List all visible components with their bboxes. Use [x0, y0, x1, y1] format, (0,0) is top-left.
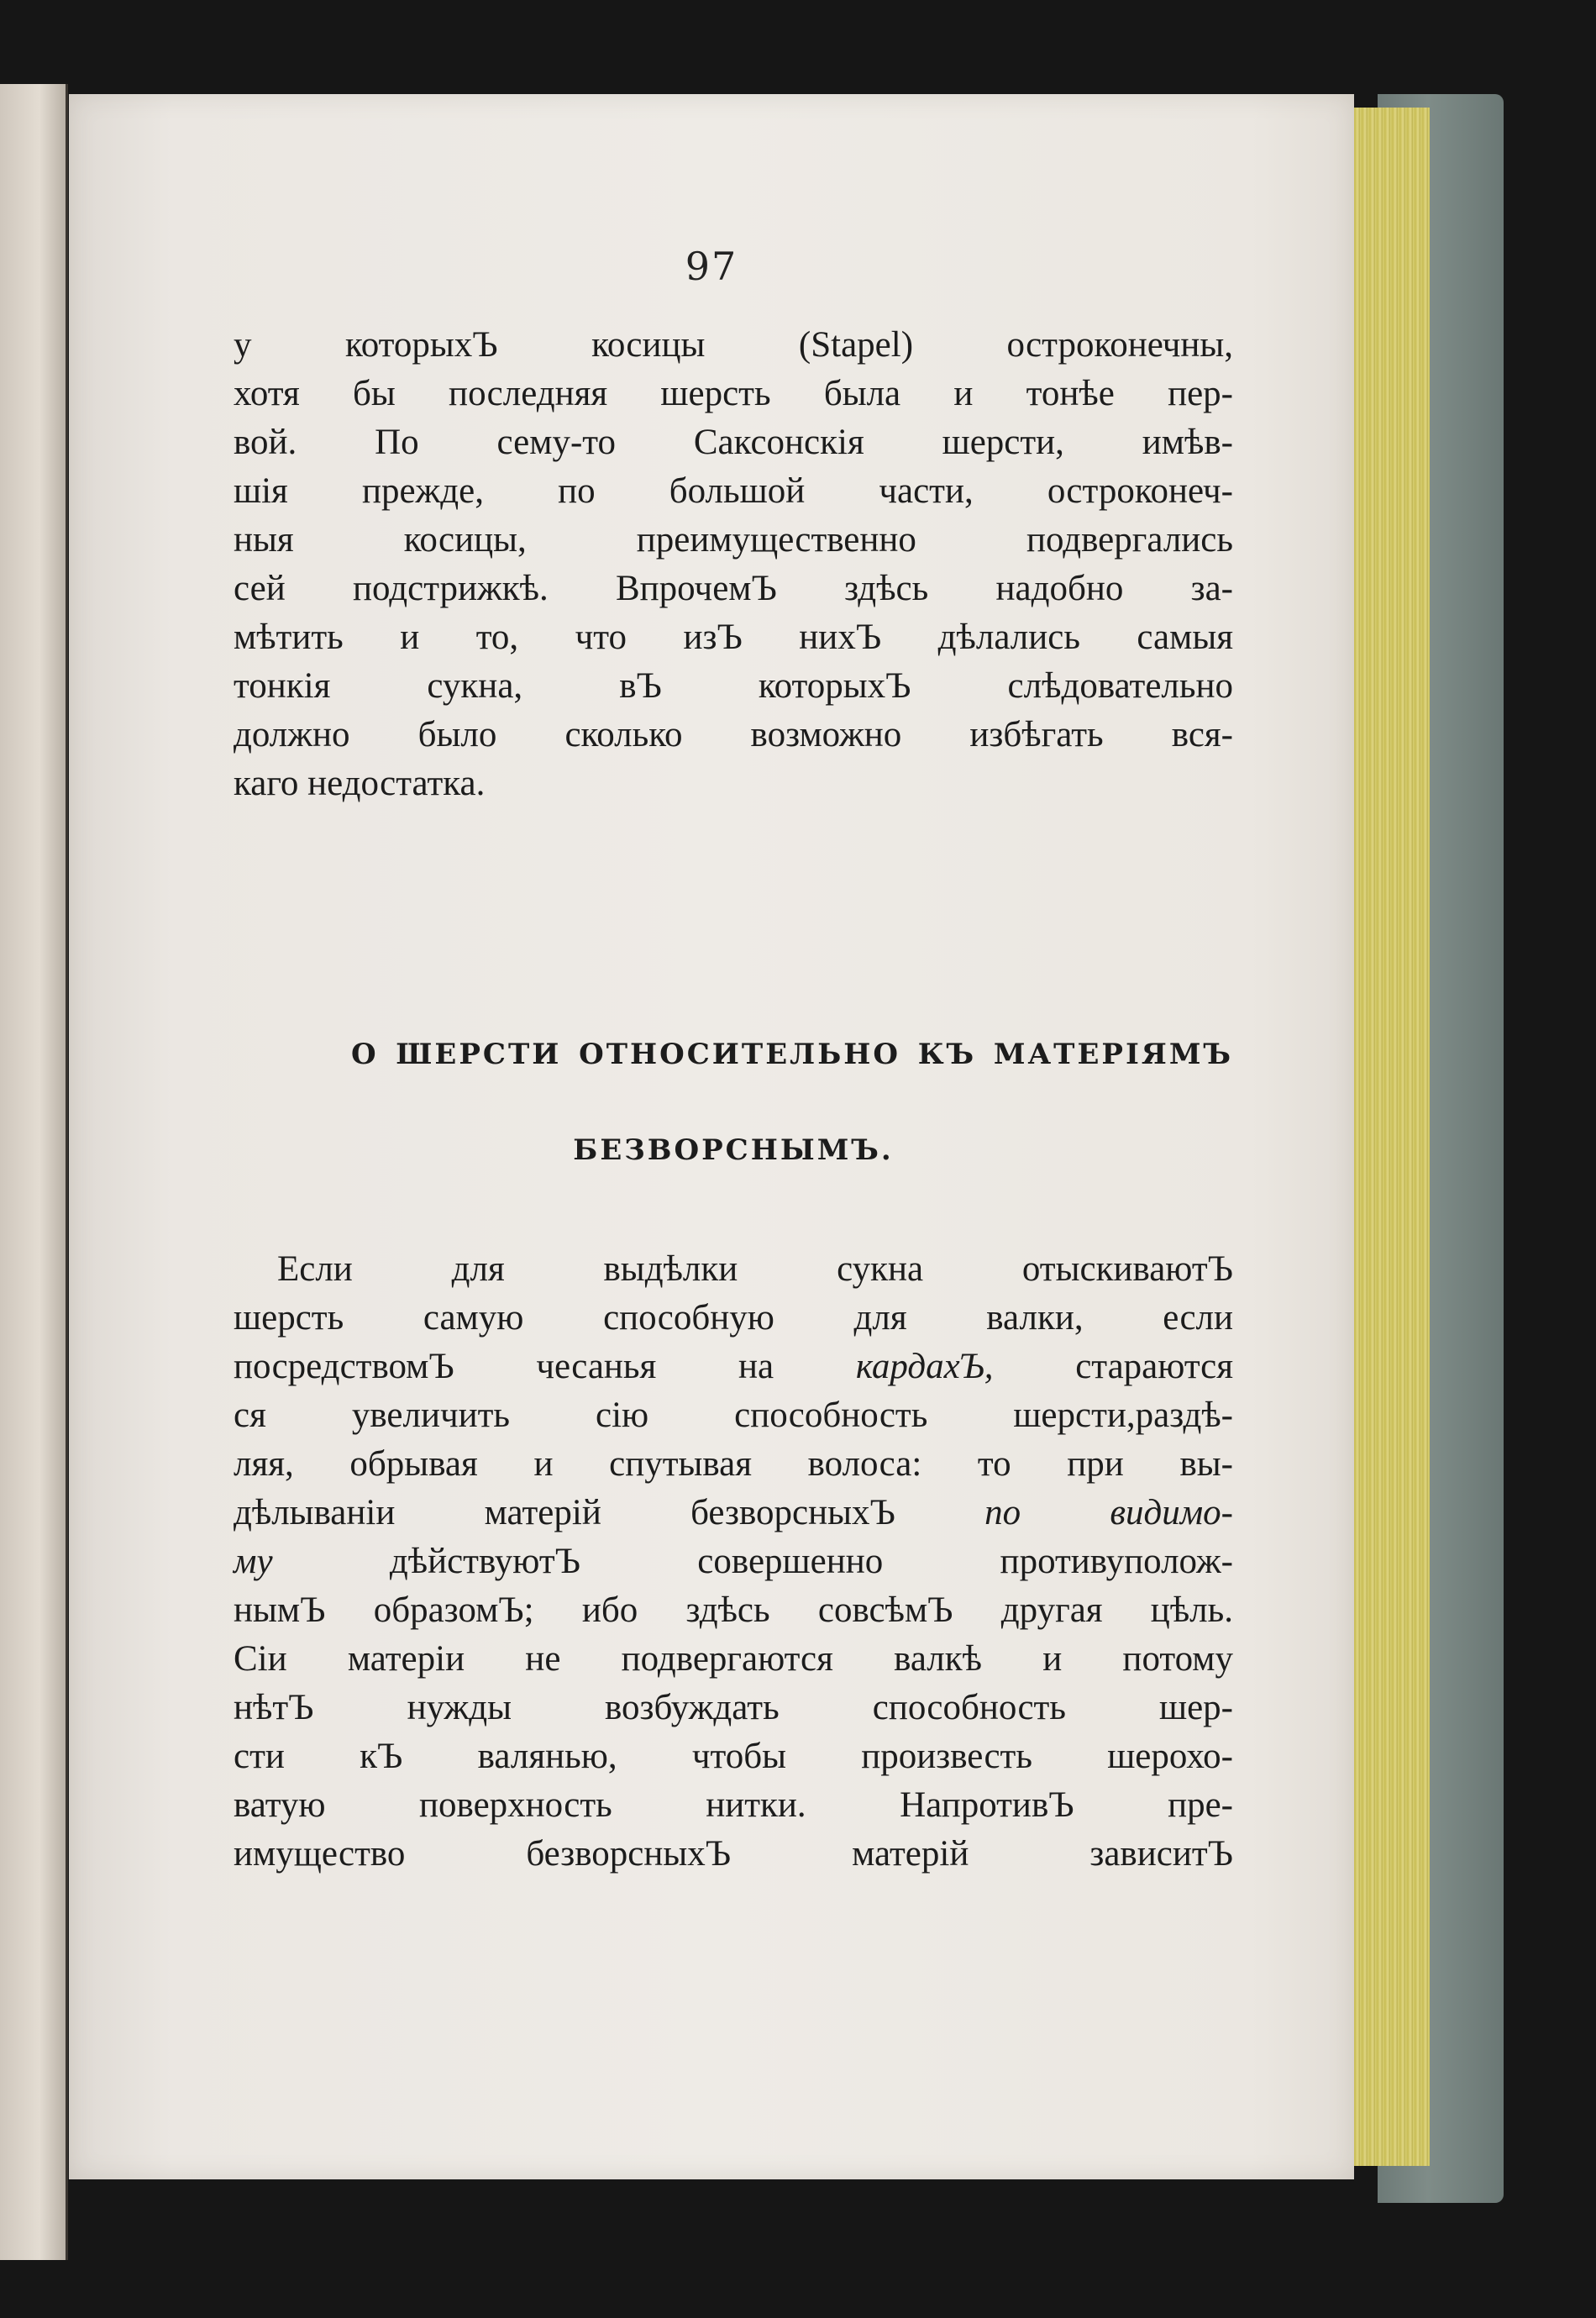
text-line: должно было сколько возможно избѣгать вся- [234, 715, 1233, 754]
italic-term: му [234, 1542, 273, 1581]
text-line: тонкія сукна, вЪ которыхЪ слѣдовательно [234, 666, 1233, 706]
italic-term: по видимо- [984, 1493, 1233, 1532]
text-line: сей подстрижкѣ. ВпрочемЪ здѣсь надобно за- [234, 569, 1233, 608]
gilt-page-edges [1351, 108, 1430, 2166]
text-line: нымЪ образомЪ; ибо здѣсь совсѣмЪ другая цѣль. [234, 1590, 1233, 1630]
text-line: хотя бы последняя шерсть была и тонѣе пер- [234, 374, 1233, 413]
text-line: ляя, обрывая и спутывая волоса: то при вы- [234, 1444, 1233, 1484]
previous-page-edge [0, 84, 68, 2260]
text-line: шія прежде, по большой части, остроконеч- [234, 471, 1233, 511]
text-line: у которыхЪ косицы (Stapel) остроконечны, [234, 325, 1233, 365]
text-line: нѣтЪ нужды возбуждать способность шер- [234, 1688, 1233, 1727]
text-line: сти кЪ валянью, чтобы произвесть шерохо- [234, 1737, 1233, 1776]
text-line: вой. По сему-то Саксонскія шерсти, имѣв- [234, 423, 1233, 462]
text-segment: дѣйствуютЪ совершенно противуполож- [272, 1542, 1233, 1581]
text-line: Сіи матеріи не подвергаются валкѣ и потому [234, 1639, 1233, 1679]
paragraph-2 [234, 1245, 1233, 1879]
text-line: ся увеличить сію способность шерсти,раздѣ- [234, 1396, 1233, 1435]
text-line: шерсть самую способную для валки, если [234, 1298, 1233, 1338]
text-line: мѣтить и то, что изЪ нихЪ дѣлались самыя [234, 618, 1233, 657]
paragraph-1 [234, 321, 1233, 808]
text-line: ватую поверхность нитки. НапротивЪ пре- [234, 1785, 1233, 1825]
text-line [234, 1537, 1233, 1586]
page-number: 97 [685, 244, 738, 289]
heading-line-1: О ШЕРСТИ ОТНОСИТЕЛЬНО КЪ МАТЕРІЯМЪ [351, 1038, 1233, 1071]
text-line [234, 1489, 1233, 1537]
text-line: ныя косицы, преимущественно подвергались [234, 520, 1233, 560]
italic-term: кардахЪ, [855, 1347, 994, 1386]
text-segment: стараются [993, 1347, 1233, 1386]
text-line [234, 1343, 1233, 1391]
text-line: каго недостатка. [234, 764, 486, 803]
heading-line-2: БЕЗВОРСНЫМЪ. [573, 1133, 894, 1167]
text-line: имущество безворсныхЪ матерій зависитЪ [234, 1834, 1233, 1874]
section-heading [234, 1031, 1233, 1174]
text-segment: дѣлываніи матерій безворсныхЪ [234, 1493, 985, 1532]
text-line: Если для выдѣлки сукна отыскиваютЪ [277, 1249, 1233, 1289]
book-page [69, 94, 1354, 2179]
text-segment: посредствомЪ чесанья на [234, 1347, 856, 1386]
